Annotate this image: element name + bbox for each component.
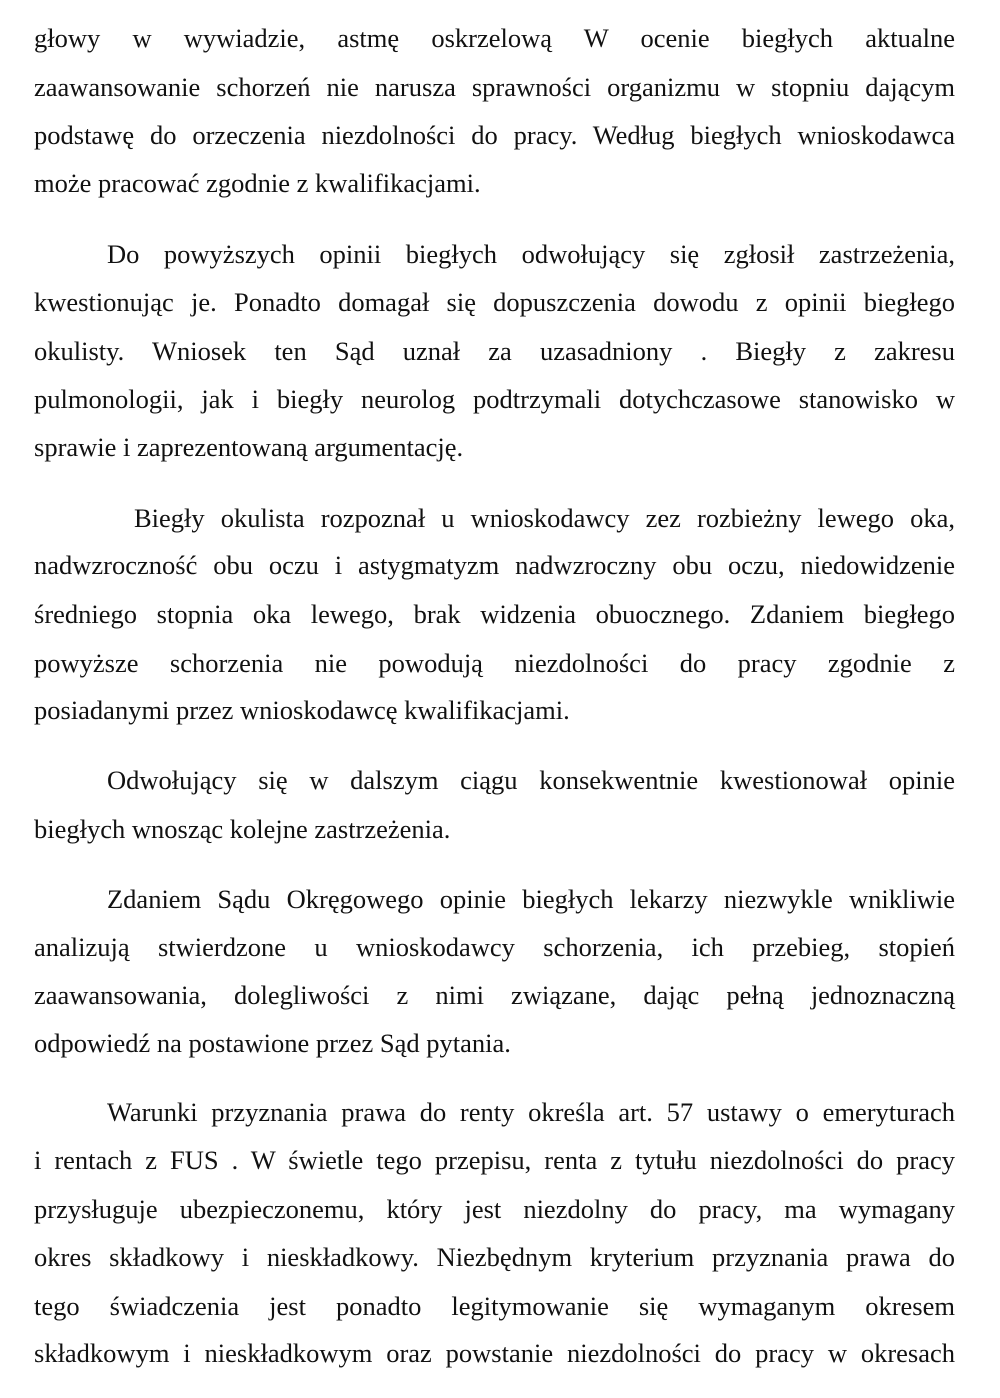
- text-line: pulmonologii, jak i biegły neurolog podtrzymali dotychczasowe stanowisko w: [34, 384, 955, 414]
- text-line: okres składkowy i nieskładkowy. Niezbędnym kryterium przyznania prawa do: [34, 1242, 955, 1272]
- text-line: Do powyższych opinii biegłych odwołujący się zgłosił zastrzeżenia,: [107, 239, 955, 269]
- text-line: i rentach z FUS . W świetle tego przepisu, renta z tytułu niezdolności do pracy: [34, 1145, 955, 1175]
- text-line: Zdaniem Sądu Okręgowego opinie biegłych lekarzy niezwykle wnikliwie: [107, 884, 955, 914]
- text-line: głowy w wywiadzie, astmę oskrzelową W ocenie biegłych aktualne: [34, 23, 955, 53]
- text-line: okulisty. Wniosek ten Sąd uznał za uzasadniony . Biegły z zakresu: [34, 336, 955, 366]
- text-line: kwestionując je. Ponadto domagał się dopuszczenia dowodu z opinii biegłego: [34, 287, 955, 317]
- text-line: sprawie i zaprezentowaną argumentację.: [34, 432, 464, 462]
- text-line: powyższe schorzenia nie powodują niezdolności do pracy zgodnie z: [34, 648, 955, 678]
- text-line: składkowym i nieskładkowym oraz powstanie niezdolności do pracy w okresach: [34, 1338, 955, 1368]
- text-line: posiadanymi przez wnioskodawcę kwalifikacjami.: [34, 695, 570, 725]
- text-line: analizują stwierdzone u wnioskodawcy schorzenia, ich przebieg, stopień: [34, 932, 955, 962]
- text-line: tego świadczenia jest ponadto legitymowanie się wymaganym okresem: [34, 1291, 955, 1321]
- text-line: zaawansowanie schorzeń nie narusza sprawności organizmu w stopniu dającym: [34, 72, 955, 102]
- text-line: średniego stopnia oka lewego, brak widzenia obuocznego. Zdaniem biegłego: [34, 599, 955, 629]
- text-line: biegłych wnosząc kolejne zastrzeżenia.: [34, 814, 451, 844]
- text-line: podstawę do orzeczenia niezdolności do pracy. Według biegłych wnioskodawca: [34, 120, 955, 150]
- text-line: może pracować zgodnie z kwalifikacjami.: [34, 168, 481, 198]
- text-line: Odwołujący się w dalszym ciągu konsekwentnie kwestionował opinie: [107, 765, 955, 795]
- text-line: nadwzroczność obu oczu i astygmatyzm nadwzroczny obu oczu, niedowidzenie: [34, 550, 955, 580]
- text-line: przysługuje ubezpieczonemu, który jest niezdolny do pracy, ma wymagany: [34, 1194, 955, 1224]
- text-line: odpowiedź na postawione przez Sąd pytania.: [34, 1028, 511, 1058]
- text-line: Warunki przyznania prawa do renty określa art. 57 ustawy o emeryturach: [107, 1097, 955, 1127]
- text-line: Biegły okulista rozpoznał u wnioskodawcy zez rozbieżny lewego oka,: [134, 503, 955, 533]
- text-line: zaawansowania, dolegliwości z nimi związane, dając pełną jednoznaczną: [34, 980, 955, 1010]
